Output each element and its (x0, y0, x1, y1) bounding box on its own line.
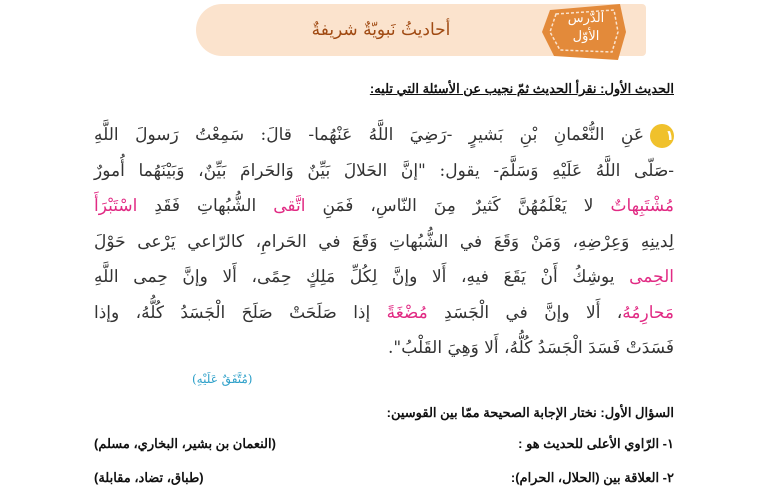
badge-line-2: الأوّل (572, 29, 600, 44)
hadith-line-1-text: عَنِ النُّعْمانِ بْنِ بَشيرٍ -رَضِيَ اللَّهُ عَنْهُما- قالَ: سَمِعْتُ رَسولَ اللَّهِ (94, 125, 644, 145)
hadith-line-4: لِدينِهِ وَعِرْضِهِ، وَمَنْ وَقَعَ في الشُّبُهاتِ وَقَعَ في الحَرامِ، كالرّاعي يَرْعى حَوْلَ (94, 231, 674, 252)
hadith-line-6-rest: إذا صَلَحَتْ صَلَحَ الْجَسَدُ كُلُّهُ، وإذا (94, 302, 387, 323)
lesson-badge (520, 0, 640, 68)
question-title: السؤال الأول: نختار الإجابة الصحيحة ممّا بين القوسين: (386, 405, 674, 420)
hadith-line-7: فَسَدَتْ فَسَدَ الْجَسَدُ كُلُّهُ، أَلا وَهِيَ القَلْبُ". (388, 338, 674, 358)
keyword-istabraa: اسْتَبْرَأَ (94, 196, 138, 216)
keyword-ittaqa: اتَّقى (273, 196, 306, 216)
instruction-heading: الحديث الأول: نقرأ الحديث ثمّ نجيب عن الأسئلة التي تليه: (369, 81, 674, 96)
badge-line-1: الدّرس (567, 11, 605, 26)
question-item-2-options: (طباق، تضاد، مقابلة) (94, 470, 204, 485)
hadith-line-1 (94, 118, 674, 154)
hadith-line-5-rest: يوشِكُ أَنْ يَقَعَ فيهِ، أَلا وإنَّ لِكُلِّ مَلِكٍ حِمًى، أَلا وإنَّ حِمى اللَّهِ (94, 267, 630, 287)
hadith-line-3-mid2: الشُّبُهاتِ فَقَدِ (137, 196, 274, 216)
hadith-line-6 (94, 296, 674, 332)
question-item-1-text: ١- الرّاوي الأعلى للحديث هو : (518, 436, 674, 451)
hadith-text (94, 118, 674, 367)
hadith-line-6-mid: ، أَلا وإنَّ في الْجَسَدِ (427, 302, 623, 323)
hadith-source-note: (مُتَّفَقٌ عَلَيْهِ) (192, 372, 253, 386)
keyword-mushtabihat: مُشْتَبِهاتٌ (610, 196, 674, 216)
hadith-number-badge: ١ (650, 124, 674, 148)
hadith-line-5 (94, 260, 674, 296)
question-item-2-text: ٢- العلاقة بين (الحلال، الحرام): (510, 470, 674, 485)
hadith-line-3-mid1: لا يَعْلَمُهُنَّ كَثيرٌ مِنَ النّاسِ، فَمَنِ (305, 196, 611, 216)
lesson-title: أحاديثُ نَبويّةٌ شريفةٌ (311, 20, 451, 40)
lesson-badge-text (556, 10, 616, 46)
keyword-maharimuhu: مَحارِمُهُ (622, 302, 674, 323)
question-item-1-options: (النعمان بن بشير، البخاري، مسلم) (94, 436, 276, 451)
keyword-mudgha: مُضْغَةً (386, 302, 428, 323)
hadith-line-2: -صَلّى اللَّهُ عَلَيْهِ وَسَلَّمَ- يقول: "إنَّ الحَلالَ بَيِّنٌ وَالحَرامَ بَيِّنٌ، وَبَيْنَهُما أُمورٌ (94, 160, 674, 181)
hadith-line-3 (94, 189, 674, 225)
keyword-alhima: الحِمى (629, 267, 674, 287)
